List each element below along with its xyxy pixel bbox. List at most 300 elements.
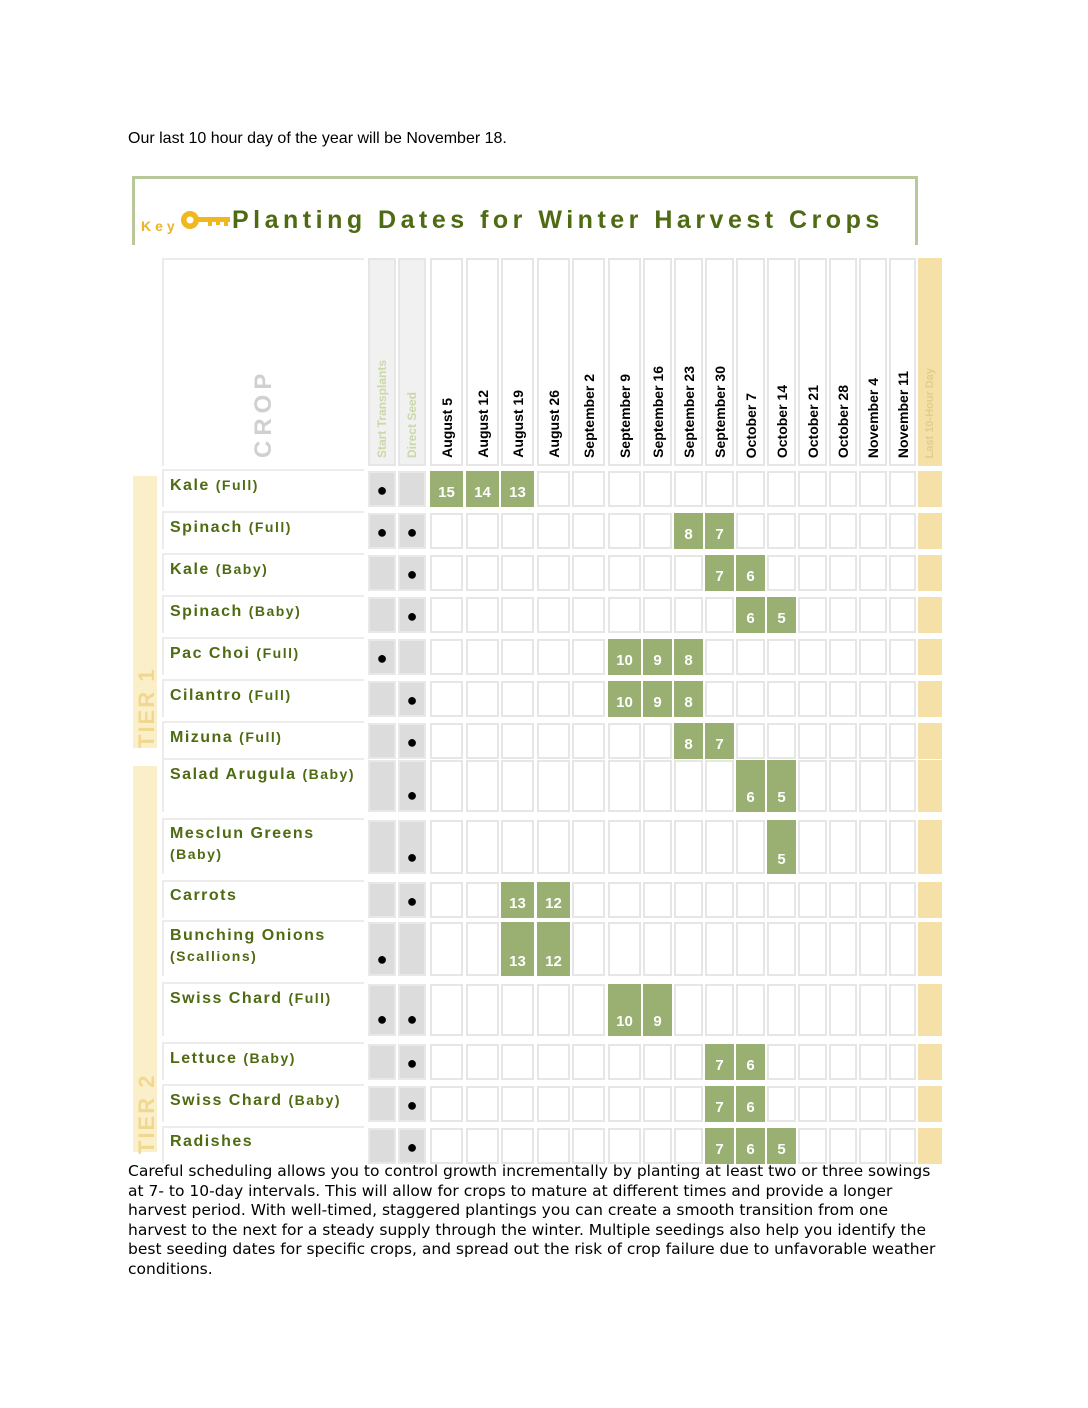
intro-text: Our last 10 hour day of the year will be November 18.: [128, 130, 507, 147]
weeks-label: 13: [509, 953, 526, 970]
planting-week-cell: [705, 1086, 734, 1122]
column-header-label: August 26: [545, 390, 562, 458]
grid-cell: [398, 1044, 426, 1080]
crop-type: (Full): [248, 687, 292, 703]
crop-name: [162, 469, 364, 507]
grid-cell: [918, 471, 942, 507]
grid-cell: [674, 555, 703, 591]
grid-cell: [918, 513, 942, 549]
planting-week-cell: [674, 723, 703, 759]
column-header-label: October 14: [773, 384, 790, 458]
grid-cell: [466, 681, 499, 717]
grid-cell: [608, 555, 641, 591]
grid-cell: [798, 471, 827, 507]
grid-cell: [829, 1128, 857, 1164]
grid-cell: [705, 984, 734, 1036]
weeks-label: 9: [653, 652, 662, 669]
planting-week-cell: [767, 597, 796, 633]
grid-cell: [501, 555, 534, 591]
grid-cell: [608, 723, 641, 759]
planting-week-cell: [736, 1044, 765, 1080]
column-header-label: September 9: [616, 373, 633, 458]
column-header-label: Direct Seed: [405, 391, 419, 458]
grid-cell: [368, 597, 396, 633]
weeks-label: 10: [616, 694, 633, 711]
grid-cell: [537, 471, 570, 507]
grid-cell: [889, 1128, 916, 1164]
grid-cell: [572, 723, 605, 759]
grid-cell: [430, 681, 463, 717]
crop-name: [162, 511, 364, 549]
planting-week-cell: [736, 597, 765, 633]
column-header-label: September 2: [580, 373, 597, 458]
grid-cell: [537, 723, 570, 759]
grid-cell: [859, 1128, 887, 1164]
grid-cell: [643, 820, 672, 874]
grid-cell: [798, 922, 827, 976]
grid-cell: [859, 1044, 887, 1080]
grid-cell: [736, 681, 765, 717]
grid-cell: [368, 760, 396, 812]
grid-cell: [430, 1044, 463, 1080]
grid-cell: [736, 471, 765, 507]
weeks-label: 6: [746, 1057, 755, 1074]
grid-cell: [537, 597, 570, 633]
weeks-label: 8: [684, 694, 693, 711]
grid-cell: [674, 984, 703, 1036]
planting-week-cell: [674, 513, 703, 549]
grid-cell: [918, 723, 942, 759]
planting-week-cell: [501, 471, 534, 507]
crop-name-text: Kale: [170, 477, 210, 494]
grid-cell: [918, 681, 942, 717]
crop-type: (Scallions): [170, 948, 258, 964]
planting-week-cell: [537, 882, 570, 918]
crop-type: (Baby): [302, 766, 355, 782]
grid-cell: [368, 513, 396, 549]
weeks-label: 5: [777, 851, 786, 868]
planting-week-cell: [705, 513, 734, 549]
column-header-label: September 23: [680, 366, 697, 458]
crop-name: [162, 595, 364, 633]
grid-cell: [736, 639, 765, 675]
grid-cell: [736, 820, 765, 874]
weeks-label: 6: [746, 568, 755, 585]
grid-cell: [889, 639, 916, 675]
grid-cell: [537, 513, 570, 549]
crop-type: (Full): [256, 645, 300, 661]
grid-cell: [889, 597, 916, 633]
grid-cell: [430, 513, 463, 549]
key-icon: [180, 208, 232, 232]
grid-cell: [674, 820, 703, 874]
column-header: [608, 258, 641, 466]
grid-cell: [572, 681, 605, 717]
grid-cell: [643, 1044, 672, 1080]
grid-cell: [501, 639, 534, 675]
method-dot: ●: [406, 1137, 418, 1157]
grid-cell: [398, 513, 426, 549]
grid-cell: [430, 922, 463, 976]
method-dot: ●: [376, 648, 388, 668]
grid-cell: [798, 1044, 827, 1080]
grid-cell: [829, 513, 857, 549]
weeks-label: 5: [777, 789, 786, 806]
tier-2-label: TIER 2: [134, 1073, 159, 1154]
grid-cell: [859, 681, 887, 717]
grid-cell: [643, 555, 672, 591]
grid-cell: [798, 513, 827, 549]
column-header: [736, 258, 765, 466]
weeks-label: 14: [474, 484, 491, 501]
grid-cell: [398, 984, 426, 1036]
grid-cell: [501, 760, 534, 812]
method-dot: ●: [406, 891, 418, 911]
grid-cell: [889, 471, 916, 507]
crop-name-text: Pac Choi: [170, 645, 251, 662]
grid-cell: [537, 639, 570, 675]
grid-cell: [430, 820, 463, 874]
grid-cell: [767, 922, 796, 976]
planting-week-cell: [767, 760, 796, 812]
method-dot: ●: [406, 1095, 418, 1115]
grid-cell: [859, 555, 887, 591]
grid-cell: [572, 1044, 605, 1080]
column-header: [859, 258, 887, 466]
grid-cell: [368, 984, 396, 1036]
grid-cell: [767, 723, 796, 759]
grid-cell: [537, 820, 570, 874]
grid-cell: [643, 513, 672, 549]
planting-week-cell: [430, 471, 463, 507]
column-header: [537, 258, 570, 466]
grid-cell: [466, 820, 499, 874]
weeks-label: 7: [715, 1141, 724, 1158]
grid-cell: [572, 1128, 605, 1164]
grid-cell: [829, 984, 857, 1036]
grid-cell: [798, 1128, 827, 1164]
grid-cell: [859, 820, 887, 874]
grid-cell: [829, 723, 857, 759]
grid-cell: [705, 820, 734, 874]
column-header-label: October 21: [804, 384, 821, 458]
planting-week-cell: [705, 723, 734, 759]
grid-cell: [829, 681, 857, 717]
grid-cell: [798, 1086, 827, 1122]
grid-cell: [829, 471, 857, 507]
grid-cell: [608, 1044, 641, 1080]
grid-cell: [674, 882, 703, 918]
grid-cell: [430, 723, 463, 759]
grid-cell: [918, 597, 942, 633]
grid-cell: [466, 723, 499, 759]
grid-cell: [643, 723, 672, 759]
crop-name-text: Bunching Onions: [170, 927, 326, 944]
method-dot: ●: [406, 606, 418, 626]
method-dot: ●: [406, 785, 418, 805]
grid-cell: [430, 760, 463, 812]
grid-cell: [889, 922, 916, 976]
grid-cell: [368, 882, 396, 918]
grid-cell: [643, 922, 672, 976]
grid-cell: [705, 639, 734, 675]
crop-type: (Full): [215, 477, 259, 493]
grid-cell: [767, 639, 796, 675]
column-header: [767, 258, 796, 466]
grid-cell: [889, 1086, 916, 1122]
grid-cell: [368, 1044, 396, 1080]
grid-cell: [430, 639, 463, 675]
weeks-label: 13: [509, 484, 526, 501]
grid-cell: [829, 882, 857, 918]
weeks-label: 10: [616, 652, 633, 669]
planting-week-cell: [608, 681, 641, 717]
grid-cell: [889, 760, 916, 812]
method-dot: ●: [406, 732, 418, 752]
method-dot: ●: [376, 949, 388, 969]
planting-week-cell: [643, 639, 672, 675]
weeks-label: 12: [545, 895, 562, 912]
planting-week-cell: [643, 984, 672, 1036]
grid-cell: [736, 922, 765, 976]
grid-cell: [767, 984, 796, 1036]
grid-cell: [889, 555, 916, 591]
grid-cell: [829, 760, 857, 812]
grid-cell: [368, 820, 396, 874]
weeks-label: 7: [715, 736, 724, 753]
grid-cell: [466, 922, 499, 976]
grid-cell: [430, 555, 463, 591]
grid-cell: [643, 882, 672, 918]
column-header-label: October 28: [835, 384, 851, 458]
crop-name: [162, 818, 364, 874]
column-header: [398, 258, 426, 466]
grid-cell: [859, 471, 887, 507]
grid-cell: [537, 681, 570, 717]
grid-cell: [608, 922, 641, 976]
grid-cell: [501, 681, 534, 717]
outro-paragraph: Careful scheduling allows you to control growth incrementally by planting at least two or three sowings at 7- to 10-day intervals. This will allow for crops to mature at different times and provide a longer harvest period. With well-timed, staggered plantings you can create a smooth transition from one harvest to the next for a steady supply through the winter. Multiple seedings also help you identify the best seeding dates for specific crops, and spread out the risk of crop failure due to unfavorable weather conditions.: [128, 1162, 936, 1278]
planting-week-cell: [767, 820, 796, 874]
grid-cell: [608, 1086, 641, 1122]
planting-week-cell: [501, 922, 534, 976]
grid-cell: [466, 1044, 499, 1080]
weeks-label: 10: [616, 1013, 633, 1030]
grid-cell: [859, 597, 887, 633]
grid-cell: [398, 639, 426, 675]
grid-cell: [501, 984, 534, 1036]
grid-cell: [537, 555, 570, 591]
grid-cell: [643, 471, 672, 507]
grid-cell: [889, 820, 916, 874]
weeks-label: 7: [715, 1099, 724, 1116]
crop-type: (Baby): [243, 1050, 296, 1066]
grid-cell: [674, 597, 703, 633]
planting-week-cell: [736, 1128, 765, 1164]
column-header-label: October 7: [742, 392, 759, 458]
planting-week-cell: [643, 681, 672, 717]
grid-cell: [398, 1086, 426, 1122]
crop-name-text: Cilantro: [170, 687, 243, 704]
grid-cell: [643, 760, 672, 812]
weeks-label: 15: [438, 484, 455, 501]
grid-cell: [501, 820, 534, 874]
grid-cell: [572, 555, 605, 591]
grid-cell: [368, 681, 396, 717]
weeks-label: 9: [653, 1013, 662, 1030]
grid-cell: [859, 882, 887, 918]
crop-type: (Baby): [248, 603, 302, 619]
grid-cell: [798, 723, 827, 759]
crop-name-text: Mesclun Greens: [170, 825, 315, 842]
grid-cell: [859, 639, 887, 675]
method-dot: ●: [406, 564, 418, 584]
grid-cell: [368, 1128, 396, 1164]
planting-week-cell: [674, 681, 703, 717]
column-header-label: Last 10-Hour Day: [924, 367, 936, 458]
crop-name: [162, 721, 364, 759]
planting-week-cell: [736, 555, 765, 591]
grid-cell: [736, 513, 765, 549]
weeks-label: 8: [684, 736, 693, 753]
weeks-label: 6: [746, 610, 755, 627]
column-header: [501, 258, 534, 466]
grid-cell: [705, 597, 734, 633]
grid-cell: [572, 513, 605, 549]
column-header-label: November 11: [894, 370, 911, 458]
planting-week-cell: [674, 639, 703, 675]
grid-cell: [466, 597, 499, 633]
grid-cell: [736, 984, 765, 1036]
grid-cell: [398, 597, 426, 633]
weeks-label: 13: [509, 895, 526, 912]
column-header: [466, 258, 499, 466]
grid-cell: [398, 820, 426, 874]
grid-cell: [889, 1044, 916, 1080]
grid-cell: [859, 922, 887, 976]
grid-cell: [398, 882, 426, 918]
grid-cell: [572, 597, 605, 633]
method-dot: ●: [376, 480, 388, 500]
planting-week-cell: [608, 984, 641, 1036]
crop-type: (Baby): [215, 561, 269, 577]
grid-cell: [767, 882, 796, 918]
grid-cell: [859, 984, 887, 1036]
grid-cell: [674, 922, 703, 976]
method-dot: ●: [376, 522, 388, 542]
grid-cell: [572, 820, 605, 874]
grid-cell: [368, 471, 396, 507]
grid-cell: [859, 760, 887, 812]
grid-cell: [829, 820, 857, 874]
crop-name-text: Spinach: [170, 519, 243, 536]
crop-type: (Baby): [288, 1092, 342, 1108]
grid-cell: [501, 723, 534, 759]
grid-cell: [501, 1128, 534, 1164]
grid-cell: [466, 555, 499, 591]
column-header-label: September 30: [711, 366, 728, 458]
method-dot: ●: [406, 847, 418, 867]
crop-name: [162, 920, 364, 976]
column-header-label: August 12: [474, 390, 491, 458]
weeks-label: 5: [777, 1141, 786, 1158]
grid-cell: [705, 471, 734, 507]
grid-cell: [643, 597, 672, 633]
grid-cell: [430, 1086, 463, 1122]
grid-cell: [537, 1086, 570, 1122]
grid-cell: [889, 513, 916, 549]
crop-name-text: Swiss Chard: [170, 990, 283, 1007]
grid-cell: [798, 597, 827, 633]
grid-cell: [368, 723, 396, 759]
grid-cell: [829, 597, 857, 633]
crop-name: [162, 553, 364, 591]
column-header: [368, 258, 396, 466]
grid-cell: [368, 639, 396, 675]
weeks-label: 12: [545, 953, 562, 970]
grid-cell: [889, 882, 916, 918]
grid-cell: [398, 681, 426, 717]
method-dot: ●: [406, 1009, 418, 1029]
planting-week-cell: [608, 639, 641, 675]
grid-cell: [398, 723, 426, 759]
weeks-label: 6: [746, 1099, 755, 1116]
grid-cell: [918, 555, 942, 591]
column-header: [674, 258, 703, 466]
crop-type: (Full): [248, 519, 292, 535]
method-dot: ●: [406, 690, 418, 710]
grid-cell: [918, 1128, 942, 1164]
grid-cell: [466, 639, 499, 675]
grid-cell: [398, 555, 426, 591]
grid-cell: [501, 597, 534, 633]
planting-week-cell: [705, 1044, 734, 1080]
grid-cell: [918, 639, 942, 675]
key-label: Key: [141, 218, 179, 234]
grid-cell: [572, 882, 605, 918]
weeks-label: 7: [715, 526, 724, 543]
crop-name-text: Swiss Chard: [170, 1092, 283, 1109]
weeks-label: 7: [715, 1057, 724, 1074]
grid-cell: [767, 1086, 796, 1122]
grid-cell: [767, 513, 796, 549]
weeks-label: 6: [746, 789, 755, 806]
planting-week-cell: [537, 922, 570, 976]
grid-cell: [466, 984, 499, 1036]
grid-cell: [674, 1128, 703, 1164]
grid-cell: [918, 1044, 942, 1080]
grid-cell: [608, 597, 641, 633]
column-header: [572, 258, 605, 466]
grid-cell: [398, 1128, 426, 1164]
grid-cell: [466, 1128, 499, 1164]
crop-header-label: CROP: [250, 368, 277, 458]
planting-week-cell: [736, 1086, 765, 1122]
column-header-label: August 19: [509, 390, 526, 458]
grid-cell: [674, 1044, 703, 1080]
crop-name: [162, 880, 364, 918]
grid-cell: [859, 723, 887, 759]
crop-name-text: Carrots: [170, 887, 238, 904]
grid-cell: [918, 882, 942, 918]
grid-cell: [501, 513, 534, 549]
tier-1-label: TIER 1: [134, 667, 159, 748]
column-header-label: November 4: [865, 377, 881, 458]
planting-week-cell: [501, 882, 534, 918]
method-dot: ●: [406, 1053, 418, 1073]
grid-cell: [705, 882, 734, 918]
grid-cell: [767, 681, 796, 717]
